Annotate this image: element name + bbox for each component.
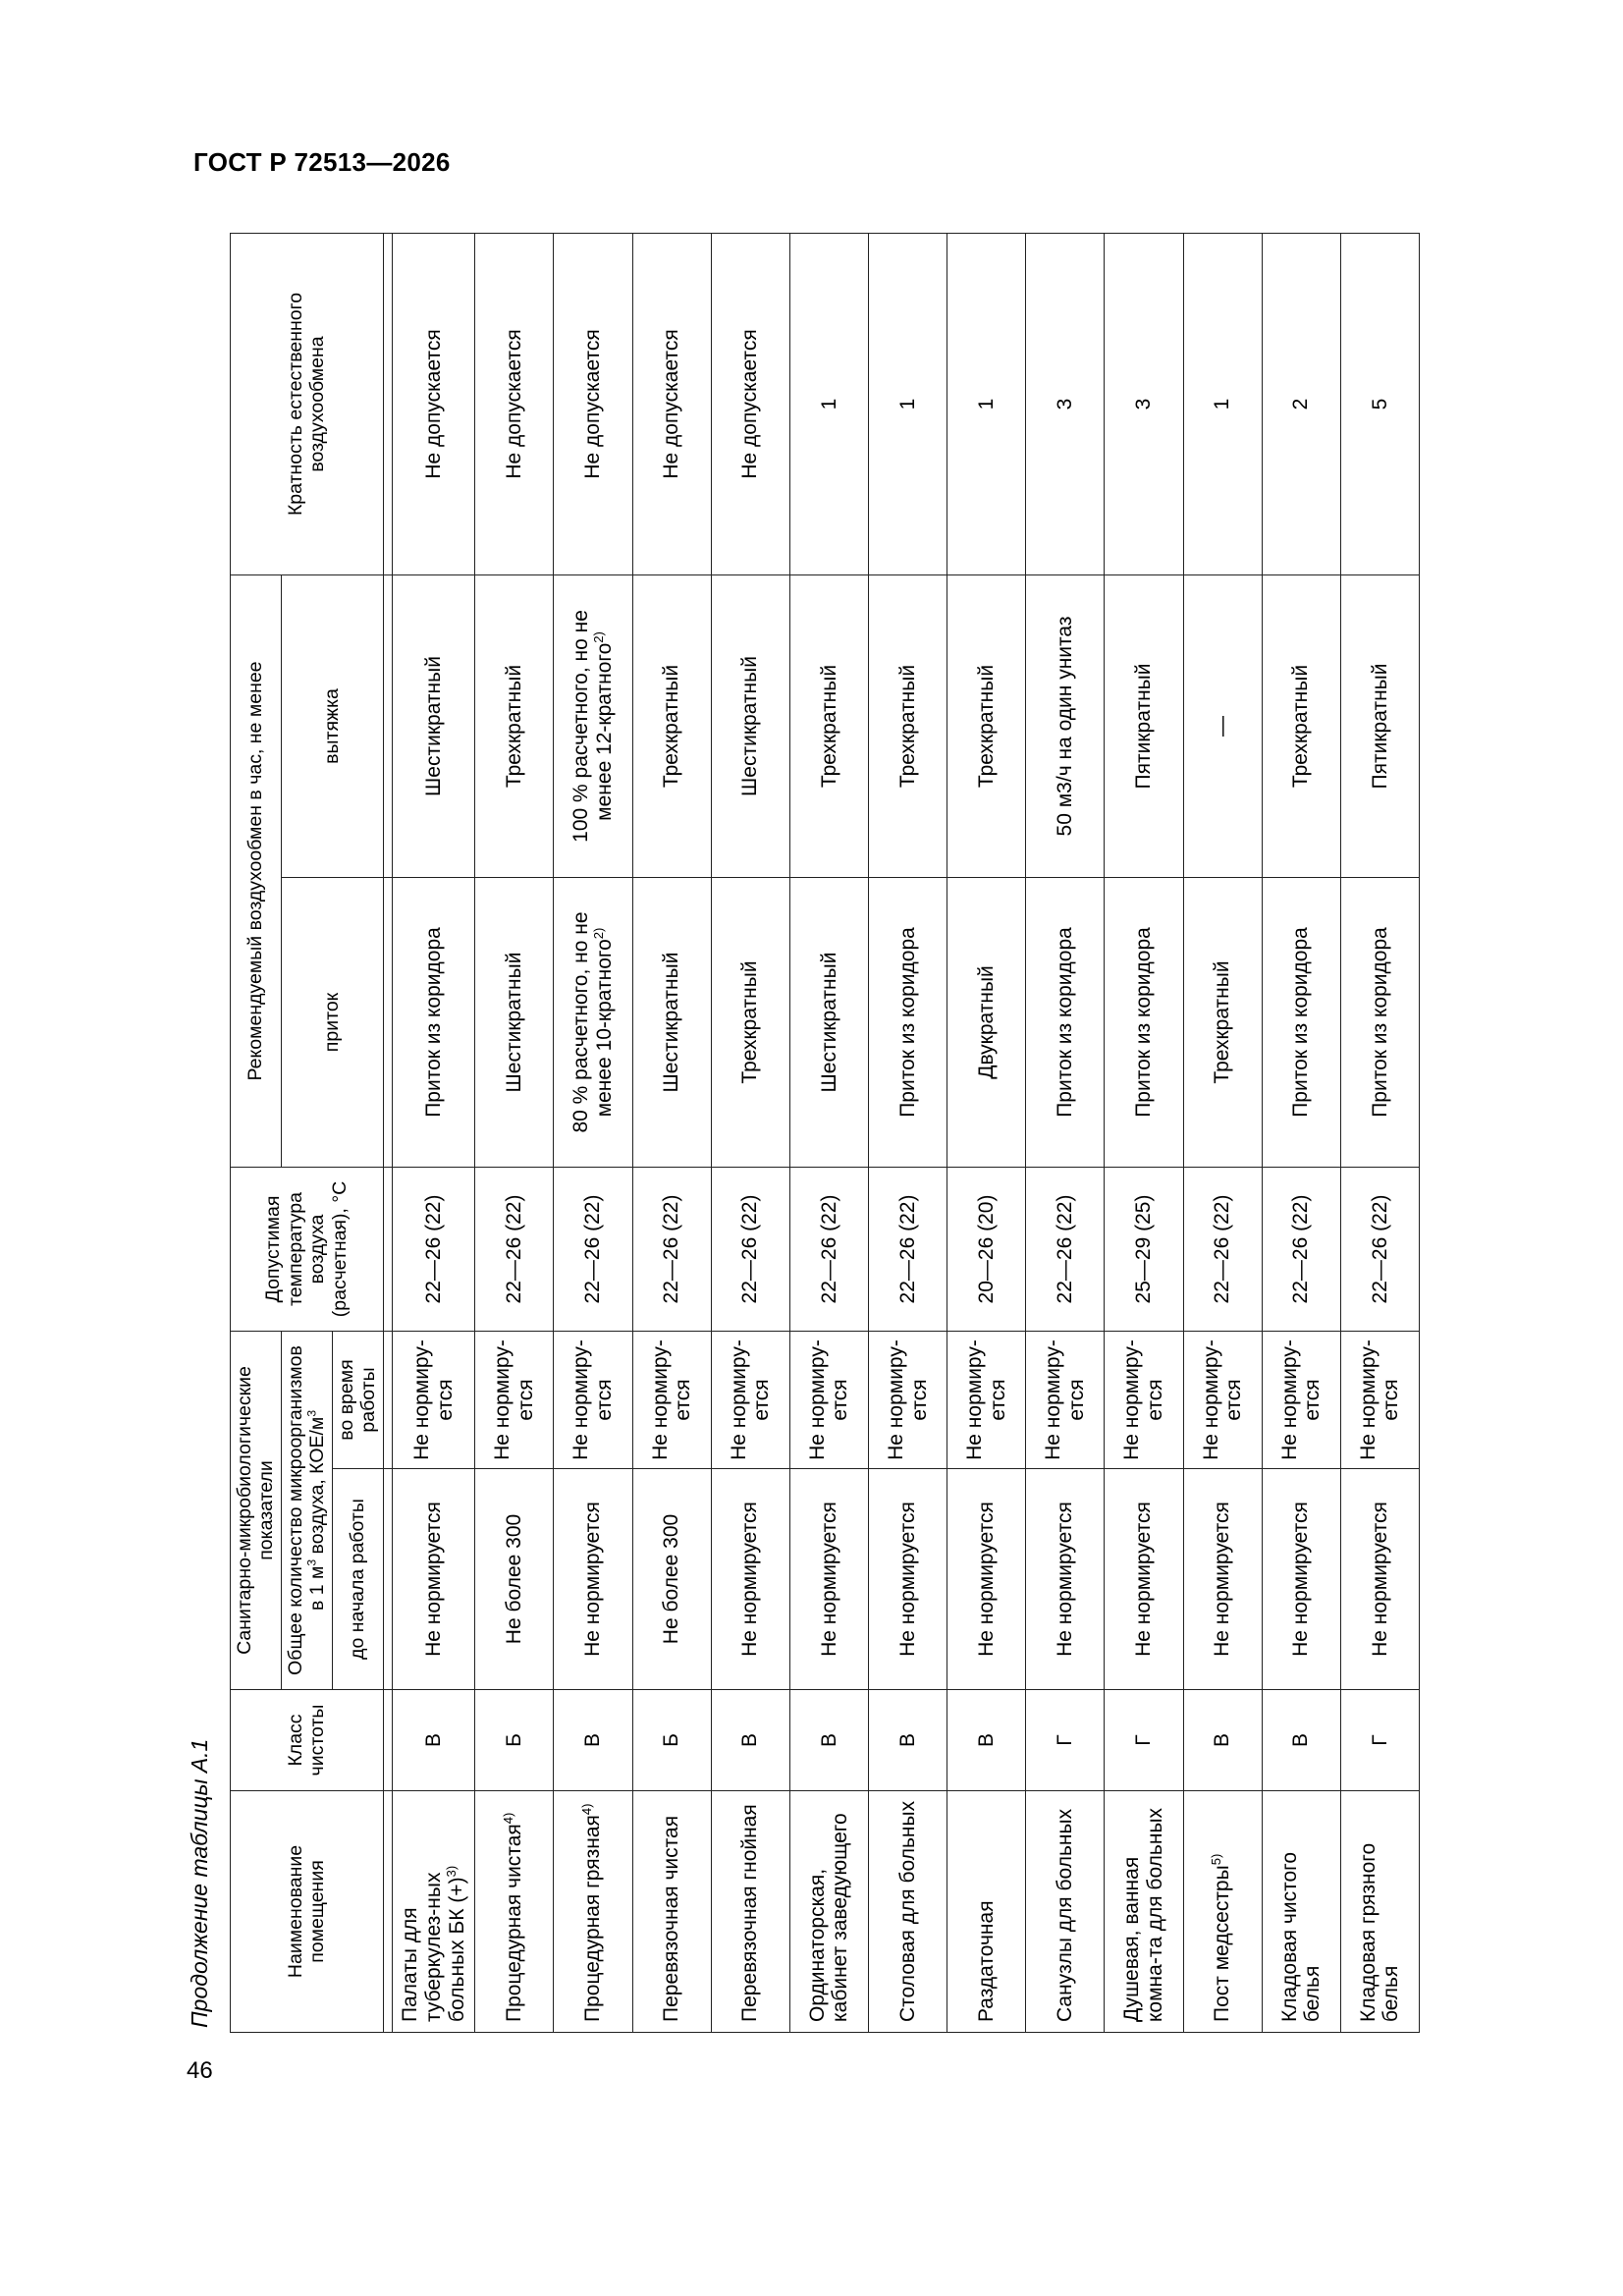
spacer-cell: [383, 1690, 393, 1791]
cell-during-work: [1105, 1331, 1183, 1468]
cell-class: [393, 1690, 475, 1791]
cell-during-work: [393, 1331, 475, 1468]
cell-temperature: [868, 1167, 947, 1331]
spacer-cell: [383, 1331, 393, 1468]
cell-room-name-text: Палаты для туберкулез-ных больных БК (+): [399, 1872, 468, 2022]
cell-class-text: В: [1211, 1733, 1234, 1748]
cell-during-work: [789, 1331, 868, 1468]
cell-temperature-text: 20—26 (20): [974, 1194, 998, 1304]
header-exhaust: вытяжка: [281, 574, 383, 877]
cell-natural-exchange: [1183, 233, 1262, 574]
cell-supply-text: Шестикратный: [660, 952, 683, 1093]
cell-exhaust-text: Трехкратный: [817, 664, 840, 789]
cell-natural-exchange-text: 1: [895, 398, 919, 410]
cell-temperature: [1262, 1167, 1340, 1331]
header-class: Класс чистоты: [231, 1690, 384, 1791]
spacer-cell: [383, 1791, 393, 2033]
table-row: [632, 233, 711, 2032]
footnote-ref: 2): [590, 631, 606, 643]
cell-temperature-text: 22—26 (22): [1054, 1194, 1077, 1304]
cell-room-name: [554, 1791, 632, 2033]
cell-temperature: [947, 1167, 1026, 1331]
cell-exhaust: [632, 574, 711, 877]
cell-temperature: [1105, 1167, 1183, 1331]
document-header: ГОСТ Р 72513—2026: [193, 147, 451, 177]
cell-supply: [1262, 877, 1340, 1167]
cell-room-name-text: Процедурная чистая: [503, 1824, 526, 2022]
cell-supply-text: Приток из коридора: [422, 927, 445, 1118]
table-row: [789, 233, 868, 2032]
header-natural: Кратность естественного воздухообмена: [231, 233, 384, 574]
cell-supply: [1340, 877, 1419, 1167]
cell-during-work-text: Не нормиру-ется: [1042, 1339, 1088, 1460]
cell-class-text: В: [817, 1733, 840, 1748]
cell-class-text: В: [974, 1733, 998, 1748]
cell-before-work: [1026, 1469, 1105, 1690]
cell-supply-text: Приток из коридора: [1368, 927, 1391, 1118]
cell-room-name: [393, 1791, 475, 2033]
cell-class: [868, 1690, 947, 1791]
footnote-ref: 3): [443, 1865, 459, 1878]
cell-room-name-text: Перевязочная гнойная: [738, 1804, 762, 2022]
cell-during-work: [947, 1331, 1026, 1468]
cell-room-name-text: Раздаточная: [974, 1900, 998, 2022]
cell-temperature: [632, 1167, 711, 1331]
cell-exhaust: [947, 574, 1026, 877]
cell-natural-exchange-text: Не допускается: [581, 329, 605, 479]
cell-room-name-text: Санузлы для больных: [1054, 1808, 1077, 2022]
cell-room-name-text: Кладовая чистого белья: [1277, 1851, 1325, 2022]
header-room: Наименование помещения: [231, 1791, 384, 2033]
cell-room-name: [1105, 1791, 1183, 2033]
spacer-cell: [383, 877, 393, 1167]
cell-natural-exchange: [1105, 233, 1183, 574]
cell-natural-exchange: [947, 233, 1026, 574]
cell-temperature-text: 22—26 (22): [738, 1194, 762, 1304]
cell-room-name: [475, 1791, 554, 2033]
cell-during-work-text: Не нормиру-ется: [963, 1339, 1009, 1460]
cell-room-name: [1026, 1791, 1105, 2033]
table-row: [1105, 233, 1183, 2032]
cell-supply-text: Приток из коридора: [1132, 927, 1156, 1118]
cell-class-text: В: [422, 1733, 445, 1748]
cell-natural-exchange-text: 3: [1054, 398, 1077, 410]
cell-natural-exchange-text: 2: [1289, 398, 1313, 410]
cell-exhaust: [1262, 574, 1340, 877]
header-micro-sub: Общее количество микроорганизмов в 1 $м^3$ воздуха, КОЕ/$м^3$: [281, 1331, 332, 1689]
cell-supply: [393, 877, 475, 1167]
cell-exhaust-text: Трехкратный: [895, 664, 919, 789]
cell-room-name-text: Процедурная грязная: [581, 1815, 605, 2022]
cell-room-name-text: Ординаторская, кабинет заведующего: [805, 1813, 852, 2022]
spacer-cell: [383, 574, 393, 877]
cell-class-text: В: [738, 1733, 762, 1748]
cell-during-work: [632, 1331, 711, 1468]
cell-exhaust-text: Трехкратный: [1289, 664, 1313, 789]
cell-temperature: [475, 1167, 554, 1331]
cell-during-work: [1026, 1331, 1105, 1468]
header-row-1: [231, 233, 282, 2032]
cell-natural-exchange-text: Не допускается: [660, 329, 683, 479]
cell-class: [1183, 1690, 1262, 1791]
cell-during-work-text: Не нормиру-ется: [727, 1339, 774, 1460]
cell-exhaust: [1026, 574, 1105, 877]
cell-temperature-text: 22—26 (22): [660, 1194, 683, 1304]
cell-class: [554, 1690, 632, 1791]
table-row: [1183, 233, 1262, 2032]
cell-during-work-text: Не нормиру-ется: [1199, 1339, 1246, 1460]
cell-before-work-text: Не нормируется: [1289, 1502, 1313, 1657]
cell-room-name: [1340, 1791, 1419, 2033]
header-during-work: во время работы: [332, 1331, 383, 1468]
cell-natural-exchange: [1340, 233, 1419, 574]
cell-during-work: [1183, 1331, 1262, 1468]
cell-class-text: Г: [1054, 1734, 1077, 1746]
cell-before-work-text: Не нормируется: [895, 1502, 919, 1657]
cell-temperature: [1183, 1167, 1262, 1331]
cell-natural-exchange: [1026, 233, 1105, 574]
cell-class-text: В: [581, 1733, 605, 1748]
cell-room-name: [868, 1791, 947, 2033]
cell-before-work: [554, 1469, 632, 1690]
cell-during-work-text: Не нормиру-ется: [410, 1339, 457, 1460]
footnote-ref: 4): [501, 1812, 516, 1825]
cell-before-work-text: Не нормируется: [817, 1502, 840, 1657]
cell-class-text: Г: [1132, 1734, 1156, 1746]
cell-during-work: [868, 1331, 947, 1468]
cell-during-work: [554, 1331, 632, 1468]
cell-before-work: [947, 1469, 1026, 1690]
spacer-cell: [383, 1167, 393, 1331]
table-caption: Продолжение таблицы А.1: [187, 1738, 212, 2028]
cell-before-work-text: Не нормируется: [738, 1502, 762, 1657]
header-micro-group: Санитарно-микробиологические показатели: [231, 1331, 282, 1689]
cell-class: [632, 1690, 711, 1791]
cell-exhaust-text: Трехкратный: [503, 664, 526, 789]
footnote-ref: 4): [579, 1803, 595, 1816]
cell-temperature: [1340, 1167, 1419, 1331]
cell-during-work: [1262, 1331, 1340, 1468]
header-before-work: до начала работы: [332, 1469, 383, 1690]
cell-during-work: [1340, 1331, 1419, 1468]
cell-class-text: Г: [1368, 1734, 1391, 1746]
cell-natural-exchange-text: 3: [1132, 398, 1156, 410]
cell-natural-exchange-text: 1: [817, 398, 840, 410]
cell-supply-text: Шестикратный: [817, 952, 840, 1093]
cell-before-work: [789, 1469, 868, 1690]
footnote-ref: 2): [590, 927, 606, 940]
cell-exhaust-text: Трехкратный: [660, 664, 683, 789]
cell-during-work-text: Не нормиру-ется: [1120, 1339, 1166, 1460]
cell-room-name: [789, 1791, 868, 2033]
cell-temperature-text: 22—26 (22): [817, 1194, 840, 1304]
cell-exhaust-text: 100 % расчетного, но не менее 12-кратного: [569, 610, 616, 843]
cell-class: [711, 1690, 789, 1791]
cell-during-work-text: Не нормиру-ется: [569, 1339, 616, 1460]
table-row: [475, 233, 554, 2032]
table-row: [947, 233, 1026, 2032]
cell-temperature-text: 22—26 (22): [1368, 1194, 1391, 1304]
table-row: [711, 233, 789, 2032]
cell-room-name-text: Перевязочная чистая: [660, 1815, 683, 2022]
cell-exhaust: [868, 574, 947, 877]
cell-natural-exchange-text: Не допускается: [422, 329, 445, 479]
cell-class: [475, 1690, 554, 1791]
cell-room-name: [947, 1791, 1026, 2033]
table-row: [393, 233, 475, 2032]
cell-during-work: [711, 1331, 789, 1468]
cell-room-name-text: Пост медсестры: [1211, 1865, 1234, 2022]
cell-class: [1026, 1690, 1105, 1791]
cell-exhaust-text: Трехкратный: [974, 664, 998, 789]
cell-before-work: [393, 1469, 475, 1690]
cell-before-work-text: Не нормируется: [422, 1502, 445, 1657]
cell-class: [1262, 1690, 1340, 1791]
cell-class: [947, 1690, 1026, 1791]
footnote-ref: 5): [1209, 1853, 1224, 1866]
cell-natural-exchange: [868, 233, 947, 574]
cell-before-work: [868, 1469, 947, 1690]
cell-temperature-text: 25—29 (25): [1132, 1194, 1156, 1304]
cell-exhaust: [1183, 574, 1262, 877]
cell-exhaust: [1105, 574, 1183, 877]
cell-supply-text: Приток из коридора: [1289, 927, 1313, 1118]
cell-room-name: [1183, 1791, 1262, 2033]
cell-exhaust-text: 50 м3/ч на один унитаз: [1054, 616, 1077, 837]
table-row: [1262, 233, 1340, 2032]
cell-room-name: [1262, 1791, 1340, 2033]
cell-before-work-text: Не нормируется: [581, 1502, 605, 1657]
cell-supply: [711, 877, 789, 1167]
cell-exhaust-text: Пятикратный: [1368, 663, 1391, 790]
spacer-cell: [383, 233, 393, 574]
cell-before-work: [1105, 1469, 1183, 1690]
cell-temperature: [1026, 1167, 1105, 1331]
cell-supply: [1183, 877, 1262, 1167]
cell-room-name-text: Кладовая грязного белья: [1356, 1842, 1403, 2022]
table-body: [383, 233, 1419, 2032]
table-row: [1026, 233, 1105, 2032]
cell-before-work-text: Не нормируется: [1132, 1502, 1156, 1657]
cell-class: [789, 1690, 868, 1791]
cell-during-work-text: Не нормиру-ется: [648, 1339, 695, 1460]
header-airflow-group: Рекомендуемый воздухообмен в час, не менее: [231, 574, 282, 1167]
cell-supply: [632, 877, 711, 1167]
cell-room-name-text: Столовая для больных: [895, 1800, 919, 2022]
cell-temperature: [711, 1167, 789, 1331]
cell-before-work: [1183, 1469, 1262, 1690]
cell-class-text: Б: [660, 1733, 683, 1747]
table-row: [868, 233, 947, 2032]
cell-supply-text: Приток из коридора: [895, 927, 919, 1118]
cell-supply: [947, 877, 1026, 1167]
cell-temperature-text: 22—26 (22): [581, 1194, 605, 1304]
cell-temperature-text: 22—26 (22): [1211, 1194, 1234, 1304]
cell-supply: [554, 877, 632, 1167]
cell-temperature-text: 22—26 (22): [503, 1194, 526, 1304]
cell-natural-exchange: [393, 233, 475, 574]
cell-natural-exchange-text: Не допускается: [738, 329, 762, 479]
cell-natural-exchange-text: 5: [1368, 398, 1391, 410]
cell-before-work-text: Не нормируется: [1054, 1502, 1077, 1657]
cell-supply-text: Двукратный: [974, 965, 998, 1079]
cell-before-work-text: Не более 300: [503, 1513, 526, 1645]
cell-temperature-text: 22—26 (22): [422, 1194, 445, 1304]
cell-class-text: Б: [503, 1733, 526, 1747]
cell-temperature: [393, 1167, 475, 1331]
cell-exhaust-text: Шестикратный: [738, 656, 762, 796]
cell-during-work: [475, 1331, 554, 1468]
cell-exhaust: [711, 574, 789, 877]
cell-during-work-text: Не нормиру-ется: [491, 1339, 537, 1460]
cell-before-work-text: Не нормируется: [1211, 1502, 1234, 1657]
air-exchange-table: [230, 233, 1420, 2033]
cell-natural-exchange: [632, 233, 711, 574]
cell-during-work-text: Не нормиру-ется: [805, 1339, 852, 1460]
cell-before-work-text: Не более 300: [660, 1513, 683, 1645]
header-supply: приток: [281, 877, 383, 1167]
cell-exhaust: [789, 574, 868, 877]
cell-before-work: [1262, 1469, 1340, 1690]
cell-supply: [868, 877, 947, 1167]
table-row: [1340, 233, 1419, 2032]
cell-room-name: [711, 1791, 789, 2033]
cell-during-work-text: Не нормиру-ется: [1356, 1339, 1403, 1460]
cell-supply-text: Приток из коридора: [1054, 927, 1077, 1118]
cell-natural-exchange: [1262, 233, 1340, 574]
cell-supply-text: 80 % расчетного, но не менее 10-кратного: [569, 911, 616, 1133]
cell-supply: [475, 877, 554, 1167]
cell-supply: [789, 877, 868, 1167]
cell-supply-text: Трехкратный: [1211, 960, 1234, 1084]
table-row: [554, 233, 632, 2032]
cell-room-name: [632, 1791, 711, 2033]
spacer-row: [383, 233, 393, 2032]
cell-temperature-text: 22—26 (22): [1289, 1194, 1313, 1304]
cell-exhaust-text: Пятикратный: [1132, 663, 1156, 790]
cell-natural-exchange-text: 1: [974, 398, 998, 410]
cell-natural-exchange-text: 1: [1211, 398, 1234, 410]
cell-supply-text: Трехкратный: [738, 960, 762, 1084]
page-number: 46: [187, 2057, 213, 2084]
cell-during-work-text: Не нормиру-ется: [885, 1339, 931, 1460]
cell-before-work: [711, 1469, 789, 1690]
cell-before-work-text: Не нормируется: [1368, 1502, 1391, 1657]
cell-temperature: [554, 1167, 632, 1331]
cell-room-name-text: Душевая, ванная комна-та для больных: [1120, 1807, 1166, 2022]
cell-class-text: В: [895, 1733, 919, 1748]
table-rotated-wrapper: [230, 234, 1420, 2033]
cell-class: [1105, 1690, 1183, 1791]
cell-supply-text: Шестикратный: [503, 952, 526, 1093]
cell-exhaust: [393, 574, 475, 877]
cell-natural-exchange: [711, 233, 789, 574]
cell-during-work-text: Не нормиру-ется: [1277, 1339, 1325, 1460]
cell-exhaust-text: —: [1211, 715, 1234, 737]
cell-temperature: [789, 1167, 868, 1331]
cell-exhaust: [554, 574, 632, 877]
cell-natural-exchange-text: Не допускается: [503, 329, 526, 479]
cell-supply: [1026, 877, 1105, 1167]
spacer-cell: [383, 1469, 393, 1690]
cell-exhaust: [1340, 574, 1419, 877]
cell-before-work-text: Не нормируется: [974, 1502, 998, 1657]
cell-natural-exchange: [475, 233, 554, 574]
cell-before-work: [1340, 1469, 1419, 1690]
cell-class: [1340, 1690, 1419, 1791]
cell-supply: [1105, 877, 1183, 1167]
cell-class-text: В: [1289, 1733, 1313, 1748]
header-temp: Допустимая температура воздуха (расчетная), °С: [231, 1167, 384, 1331]
cell-exhaust: [475, 574, 554, 877]
cell-temperature-text: 22—26 (22): [895, 1194, 919, 1304]
cell-natural-exchange: [789, 233, 868, 574]
cell-exhaust-text: Шестикратный: [422, 656, 445, 796]
cell-before-work: [475, 1469, 554, 1690]
cell-natural-exchange: [554, 233, 632, 574]
cell-before-work: [632, 1469, 711, 1690]
